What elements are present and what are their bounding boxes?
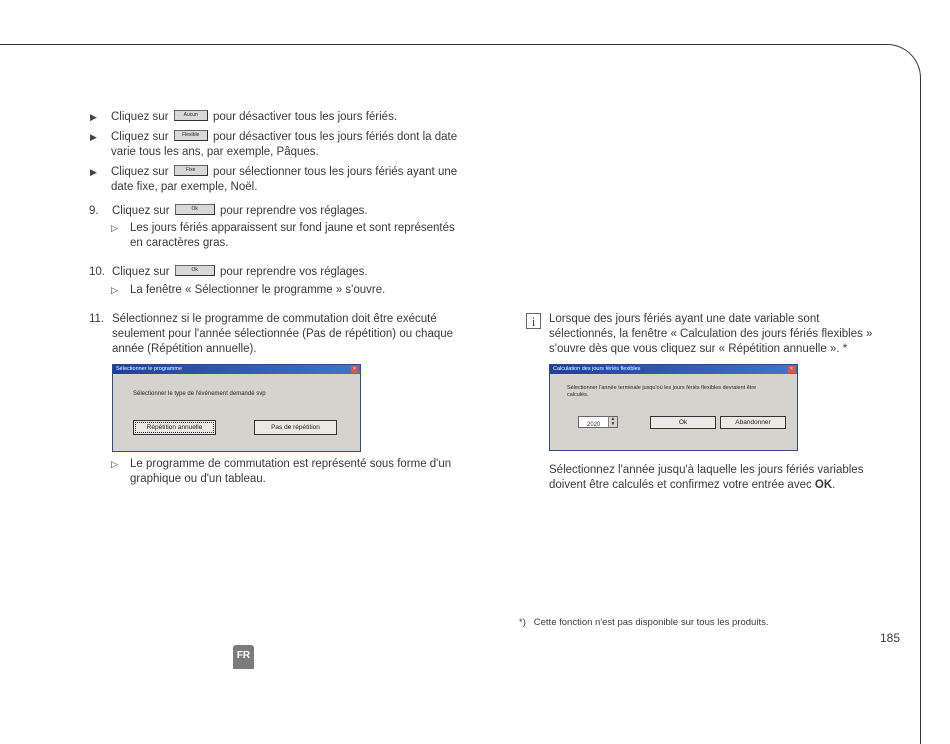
none-button[interactable]: Aucun	[174, 110, 208, 121]
dialog-title: Calculation des jours fériés flexibles	[553, 366, 641, 372]
result-text: Le programme de commutation est représenté sous forme d'un graphique ou d'un tableau.	[130, 458, 452, 485]
step-text: pour reprendre vos réglages.	[219, 205, 368, 217]
step-text: pour reprendre vos réglages.	[219, 266, 368, 278]
result-triangle-icon: ▷	[111, 459, 118, 469]
footnote: *) Cette fonction n'est pas disponible sur tous les produits.	[519, 617, 769, 628]
bullet-text: Cliquez sur	[111, 131, 169, 143]
instruction-end: .	[832, 479, 836, 491]
dialog-prompt: Sélectionner le type de l'événement demandé svp	[133, 391, 266, 397]
close-icon[interactable]: ×	[351, 366, 358, 373]
result-text: La fenêtre « Sélectionner le programme » s'ouvre.	[130, 284, 386, 296]
year-spinbox[interactable]	[578, 416, 618, 428]
close-icon[interactable]: ×	[788, 366, 795, 373]
year-value: 2020	[587, 422, 601, 428]
annual-repeat-button[interactable]: Répétition annuelle	[133, 420, 216, 435]
ok-button[interactable]: Ok	[175, 204, 215, 215]
bullet-text: Cliquez sur	[111, 166, 169, 178]
dialog-titlebar	[113, 365, 360, 374]
instruction-bold: OK	[814, 479, 833, 491]
dialog-prompt: Sélectionner l'année terminale jusqu'où les jours fériés flexibles devraient être calculés.	[567, 385, 757, 398]
step-text: Cliquez sur	[112, 266, 170, 278]
select-program-dialog	[112, 364, 361, 452]
page-number: 185	[880, 631, 901, 645]
step-number: 10.	[89, 266, 105, 278]
bullet-text: Cliquez sur	[111, 111, 169, 123]
result-text: Les jours fériés apparaissent sur fond jaune et sont représentés en caractères gras.	[130, 222, 455, 249]
language-tab: FR	[233, 645, 254, 669]
info-icon: i	[526, 313, 541, 329]
fixed-button[interactable]: Fixe	[174, 165, 208, 176]
info-note-text: Lorsque des jours fériés ayant une date variable sont sélectionnés, la fenêtre « Calculation des jours fériés flexibles » s'ouvre dès que vous cliquez sur « Répétition annuelle ». *	[549, 313, 873, 355]
dialog-titlebar	[550, 365, 797, 374]
ok-button[interactable]: Ok	[650, 416, 716, 429]
calc-holidays-dialog	[549, 364, 798, 451]
step-number: 11.	[89, 313, 105, 325]
calc-instruction	[549, 463, 879, 493]
flexible-button[interactable]: Flexible	[174, 130, 208, 141]
cancel-button[interactable]: Abandonner	[720, 416, 786, 429]
bullet-text: pour désactiver tous les jours fériés dont la date varie tous les ans, par exemple, Pâques.	[111, 131, 458, 158]
result-triangle-icon: ▷	[111, 223, 118, 233]
dialog-title: Sélectionner le programme	[116, 366, 183, 372]
arrow-icon: ▶	[90, 132, 97, 142]
bullet-text: pour désactiver tous les jours fériés.	[212, 111, 398, 123]
step-text: Sélectionnez si le programme de commutation doit être exécuté seulement pour l'année sélectionnée (Pas de répétition) ou chaque année (Répétition annuelle).	[112, 313, 454, 355]
bullet-text: pour sélectionner tous les jours fériés ayant une date fixe, par exemple, Noël.	[111, 166, 458, 193]
instruction-text: Sélectionnez l'année jusqu'à laquelle les jours fériés variables doivent être calculés et confirmez votre entrée avec	[549, 464, 864, 491]
arrow-icon: ▶	[90, 112, 97, 122]
step-number: 9.	[89, 205, 99, 217]
no-repeat-button[interactable]: Pas de répétition	[254, 420, 337, 435]
ok-button[interactable]: Ok	[175, 265, 215, 276]
step-text: Cliquez sur	[112, 205, 170, 217]
spin-arrows-icon[interactable]: ▲ ▼	[608, 417, 617, 427]
result-triangle-icon: ▷	[111, 285, 118, 295]
arrow-icon: ▶	[90, 167, 97, 177]
